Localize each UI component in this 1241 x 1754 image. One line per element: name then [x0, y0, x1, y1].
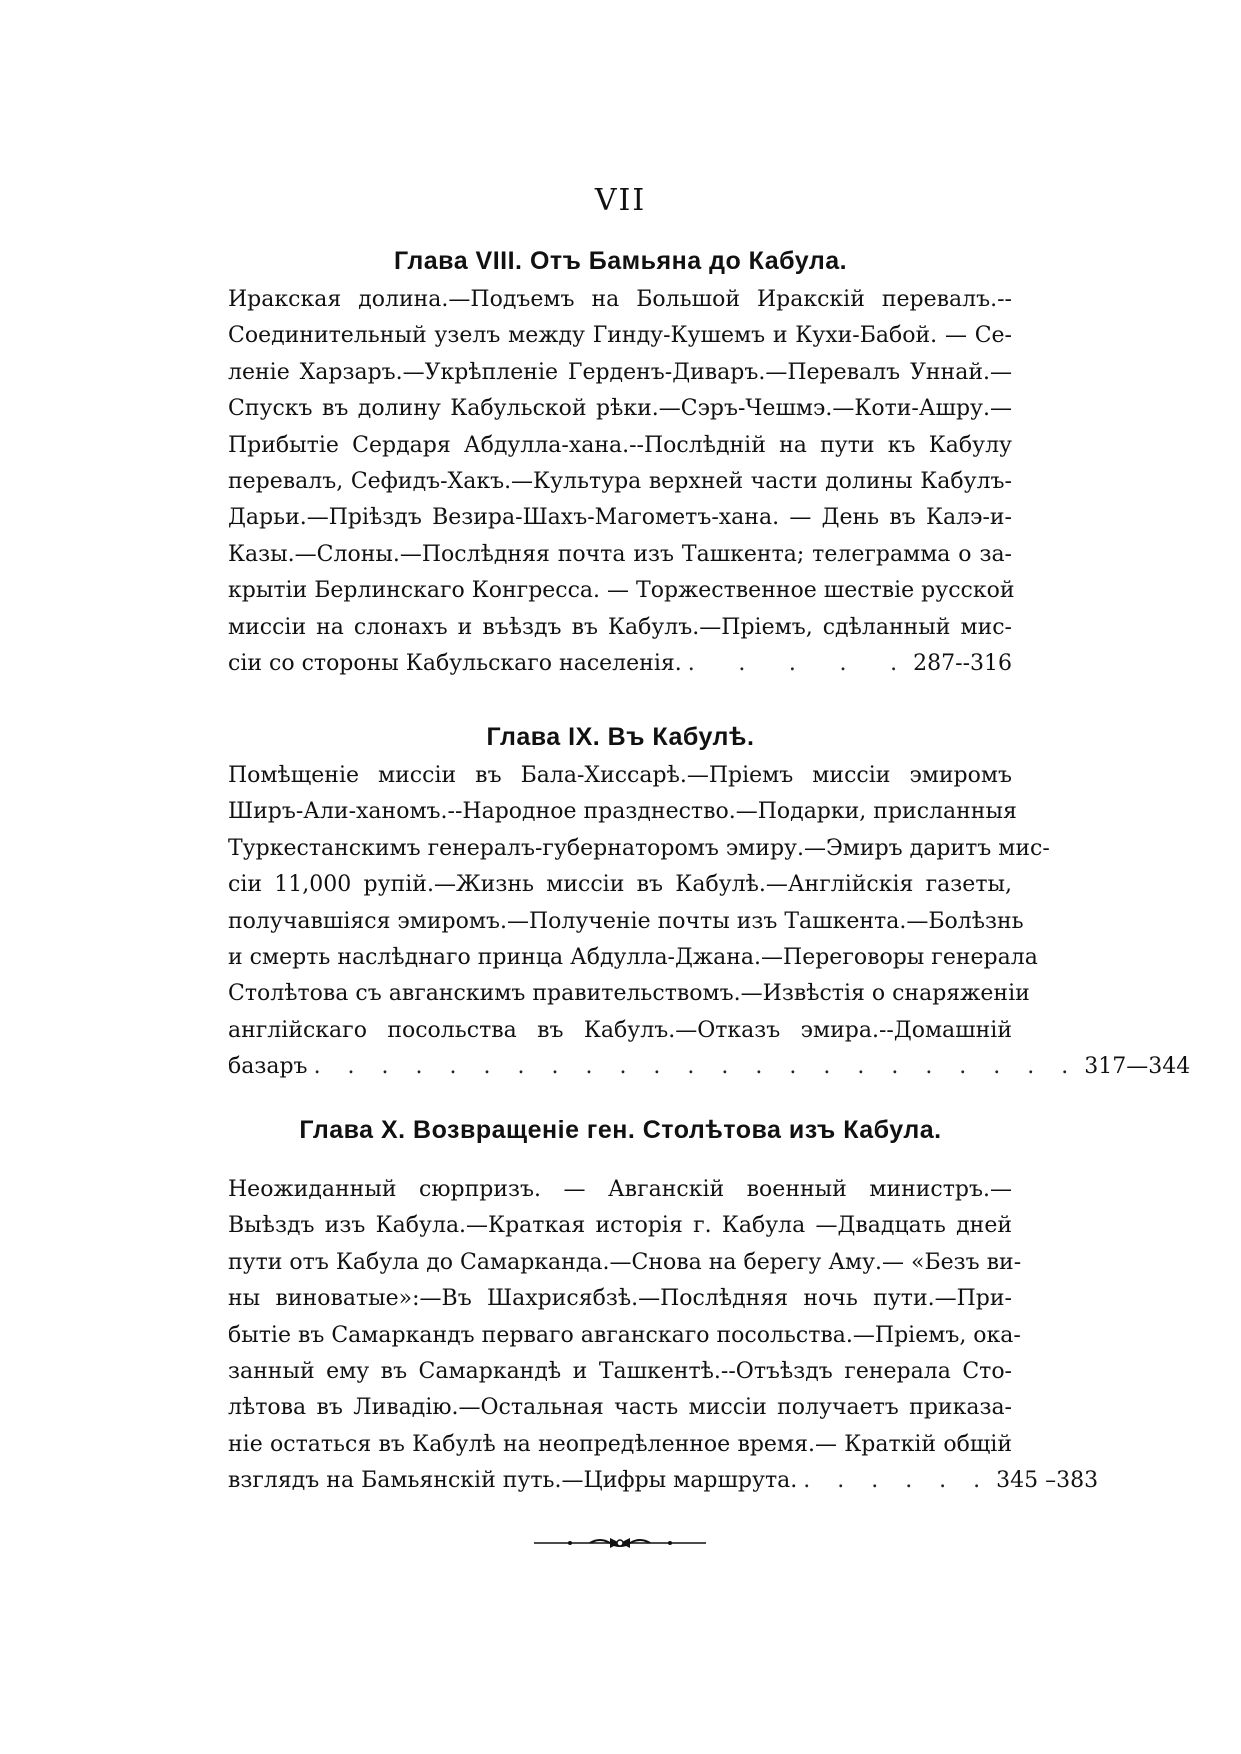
chapter-title: Глава IX. Въ Кабулѣ. — [486, 723, 755, 751]
summary-line: ны виноватые»:—Въ Шахрисябзѣ.—Послѣдняя ночь пути.—При- — [228, 1286, 1012, 1312]
chapter-summary — [228, 282, 1015, 682]
summary-line: Спускъ въ долину Кабульской рѣки.—Сэръ-Чешмэ.—Коти-Ашру.— — [228, 396, 1012, 422]
summary-line: получавшіяся эмиромъ.—Полученіе почты изъ Ташкента.—Болѣзнь — [228, 908, 1024, 934]
summary-line: лѣтова въ Ливадію.—Остальная часть миссіи получаетъ приказа- — [228, 1395, 1012, 1421]
summary-line: пути отъ Кабула до Самарканда.—Снова на берегу Аму.— «Безъ ви- — [228, 1249, 1022, 1275]
summary-line: Столѣтова съ авганскимъ правительствомъ.—Извѣстія о снаряженіи — [228, 981, 1030, 1007]
summary-line: ніе остаться въ Кабулѣ на неопредѣленное время.— Краткій общій — [228, 1431, 1012, 1457]
summary-last-line — [228, 646, 1012, 682]
page-range: 345 –383 — [996, 1468, 1099, 1494]
chapter-title: Глава VIII. Отъ Бамьяна до Кабула. — [393, 247, 848, 275]
dot-leader: . . . . . — [687, 651, 908, 677]
summary-line: Неожиданный сюрпризъ. — Авганскій военный министръ.— — [228, 1177, 1012, 1202]
summary-line: Прибытіе Сердаря Абдулла-хана.--Послѣдній на пути къ Кабулу — [228, 432, 1012, 458]
summary-line: Соединительный узелъ между Гинду-Кушемъ и Кухи-Бабой. — Се- — [228, 323, 1012, 349]
summary-line: англійскаго посольства въ Кабулъ.—Отказъ эмира.--Домашній — [228, 1017, 1012, 1043]
summary-line: сіи 11,000 рупій.—Жизнь миссіи въ Кабулѣ.—Англійскія газеты, — [228, 872, 1012, 898]
summary-last-line — [228, 1049, 1191, 1085]
summary-line-end: сіи со стороны Кабульскаго населенія. — [228, 651, 682, 677]
summary-line: крытіи Берлинскаго Конгресса. — Торжественное шествіе русской — [228, 578, 1015, 604]
dot-leader: . . . . . . . . . . . . . . . . . . . . . . . — [313, 1054, 1079, 1080]
summary-line: занный ему въ Самаркандѣ и Ташкентѣ.--Отъѣздъ генерала Сто- — [228, 1359, 1012, 1385]
summary-line: миссіи на слонахъ и въѣздъ въ Кабулъ.—Пріемъ, сдѣланный мис- — [228, 614, 1012, 640]
chapter-title: Глава X. Возвращеніе ген. Столѣтова изъ Кабула. — [299, 1116, 942, 1144]
summary-last-line — [228, 1463, 1099, 1499]
ornament-divider-icon — [530, 1535, 710, 1551]
summary-line: Дарьи.—Пріѣздъ Везира-Шахъ-Магометъ-хана. — День въ Калэ-и- — [228, 505, 1012, 531]
summary-line-end: взглядъ на Бамьянскій путь.—Цифры маршрута. — [228, 1468, 798, 1494]
summary-line: Туркестанскимъ генералъ-губернаторомъ эмиру.—Эмиръ даритъ мис- — [228, 835, 1050, 861]
page-range: 317—344 — [1084, 1054, 1191, 1080]
chapter-summary — [228, 1172, 1099, 1500]
summary-line: Помѣщеніе миссіи въ Бала-Хиссарѣ.—Пріемъ миссіи эмиромъ — [228, 763, 1012, 788]
summary-line: Казы.—Слоны.—Послѣдняя почта изъ Ташкента; телеграмма о за- — [228, 541, 1012, 567]
summary-line: бытіе въ Самаркандъ перваго авганскаго посольства.—Пріемъ, ока- — [228, 1322, 1021, 1348]
summary-line-end: базаръ — [228, 1054, 308, 1080]
summary-line: Выѣздъ изъ Кабула.—Краткая исторія г. Кабула —Двадцать дней — [228, 1213, 1012, 1239]
dot-leader: . . . . . . — [803, 1468, 991, 1494]
page-range: 287--316 — [913, 651, 1012, 677]
page-number: VII — [594, 183, 647, 218]
summary-line: Иракская долина.—Подъемъ на Большой Иракскій перевалъ.-- — [228, 287, 1012, 312]
summary-line: перевалъ, Сефидъ-Хакъ.—Культура верхней части долины Кабулъ- — [228, 469, 1012, 495]
chapter-summary — [228, 758, 1191, 1086]
summary-line: и смерть наслѣднаго принца Абдулла-Джана.—Переговоры генерала — [228, 945, 1038, 971]
summary-line: леніе Харзаръ.—Укрѣпленіе Герденъ-Диваръ.—Перевалъ Уннай.— — [228, 359, 1012, 385]
summary-line: Ширъ-Али-ханомъ.--Народное празднество.—Подарки, присланныя — [228, 799, 1017, 825]
